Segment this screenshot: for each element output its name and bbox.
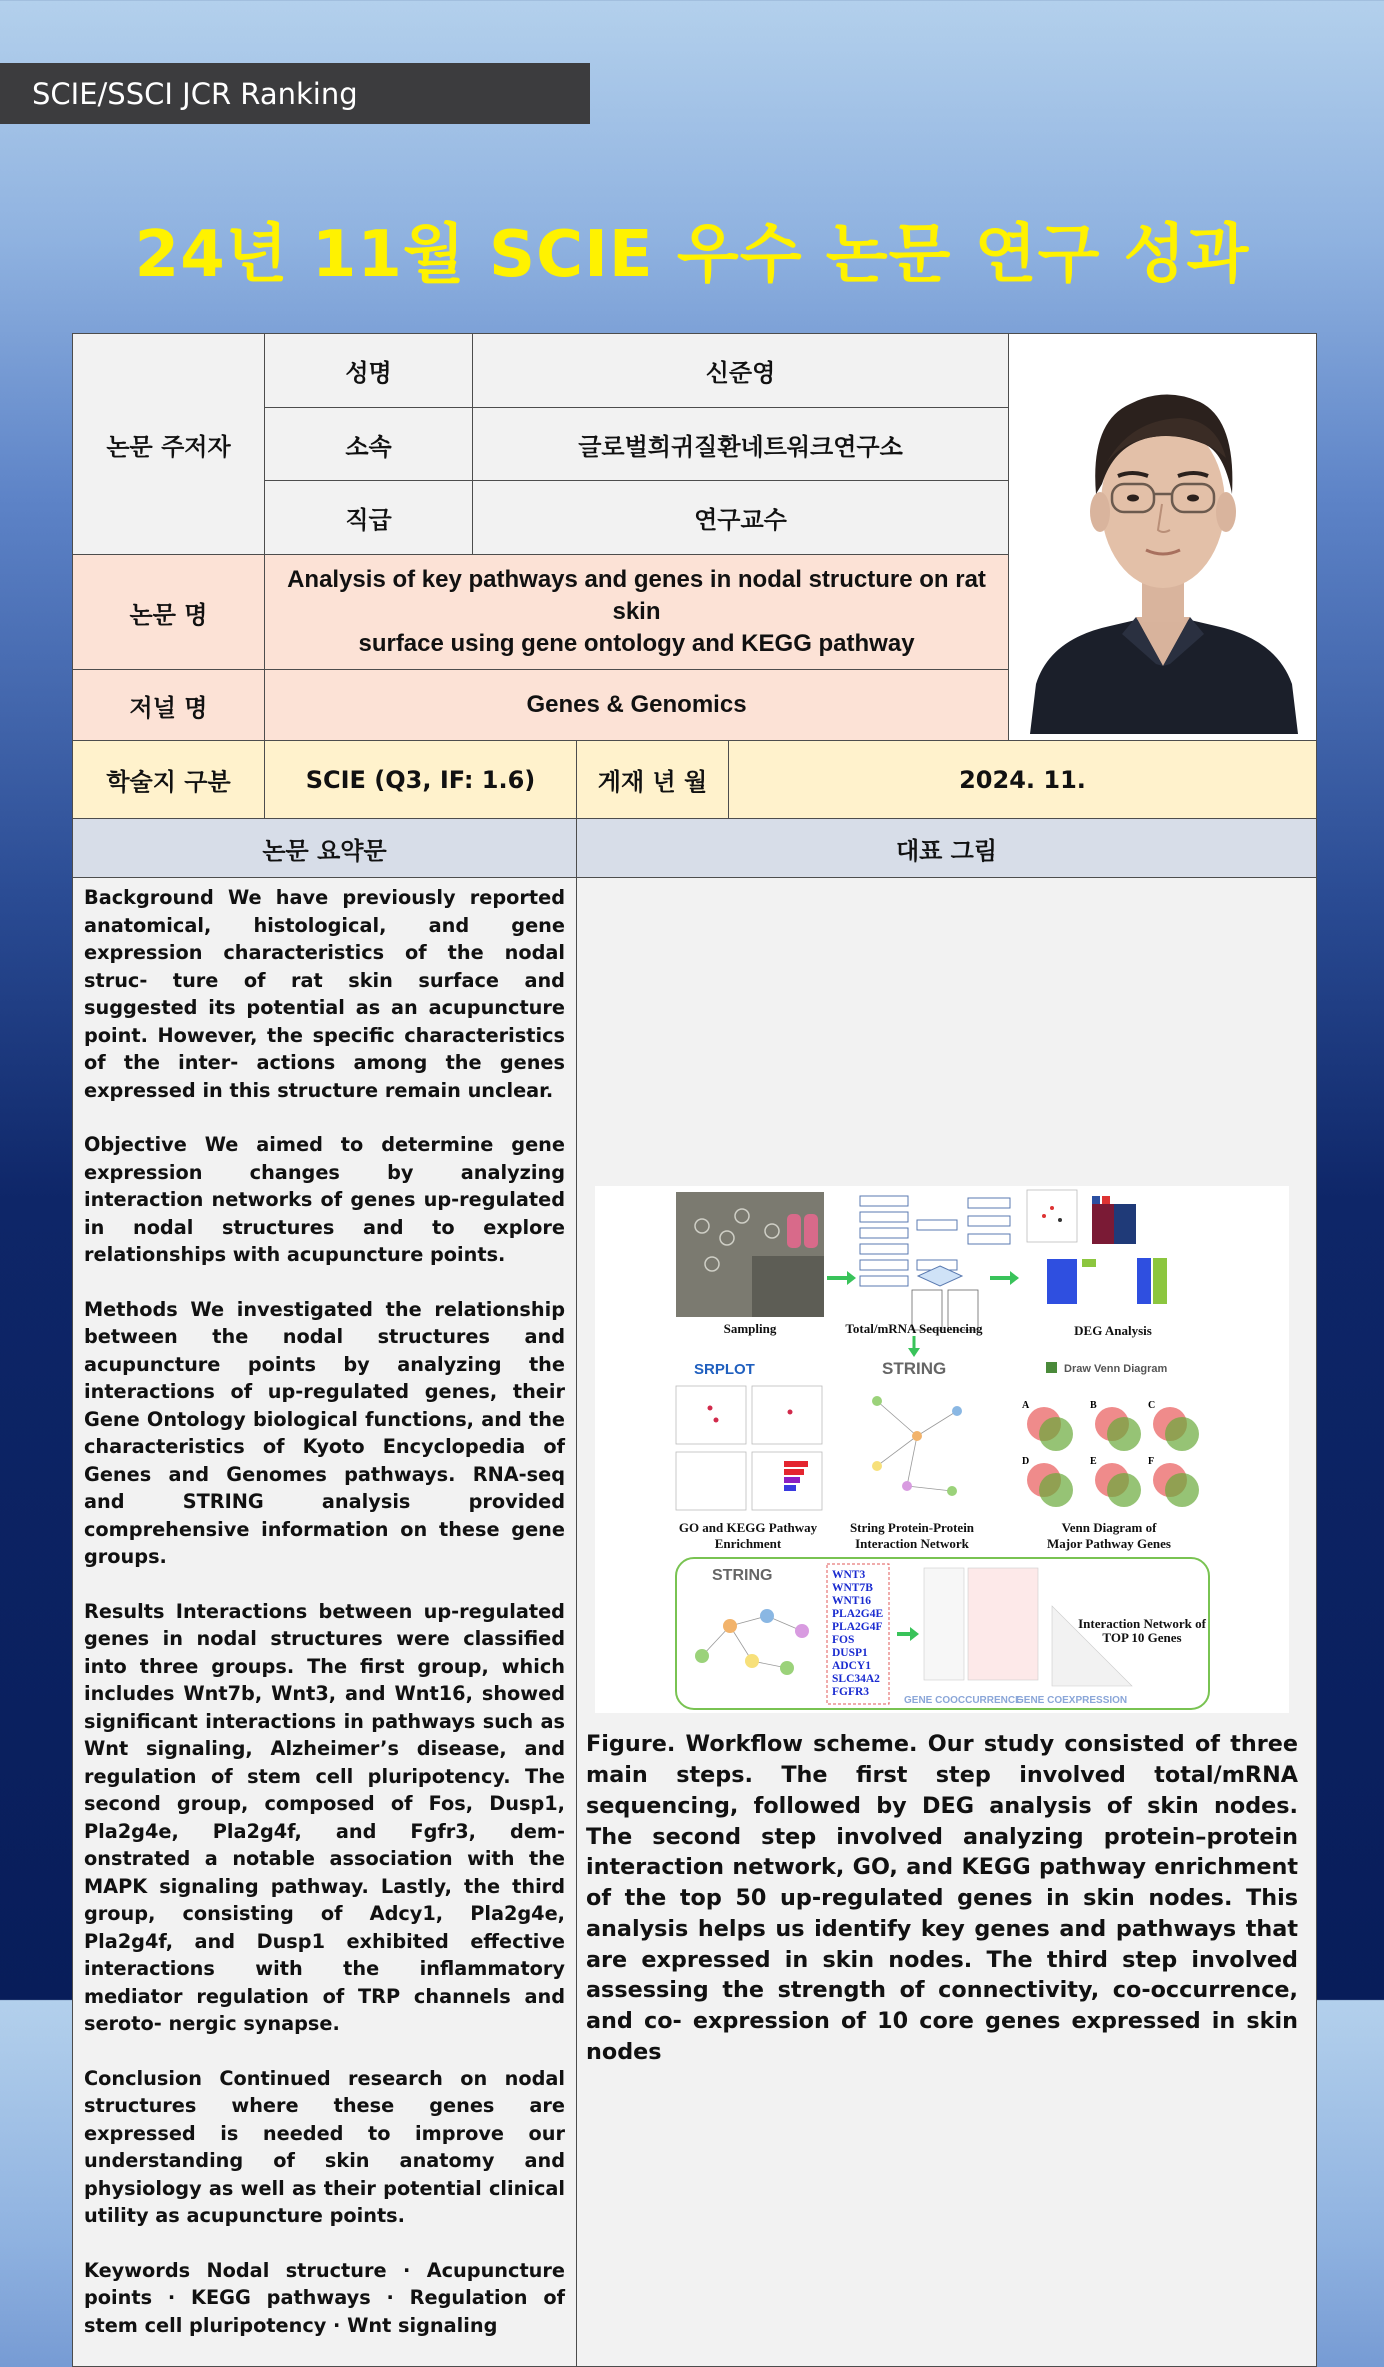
volcano-point [1058, 1218, 1062, 1222]
paper-title-label: 논문 명 [73, 555, 265, 670]
label-coexpression: GENE COEXPRESSION [1015, 1695, 1127, 1707]
paper-title-line2: surface using gene ontology and KEGG pathway [358, 630, 915, 658]
section-badge: SCIE/SSCI JCR Ranking [0, 63, 590, 124]
go-point [787, 1410, 792, 1415]
objective-text: We aimed to determine gene expression changes by analyzing interaction networks of genes up-regulated in nodal structures and to explore relationships with acupuncture points. [84, 1133, 565, 1266]
name-label: 성명 [265, 334, 473, 408]
go-plot [676, 1452, 746, 1510]
volcano-plot [1027, 1190, 1077, 1242]
volcano-point [1050, 1206, 1054, 1210]
results-title: Results [84, 1599, 165, 1623]
flow-box [968, 1234, 1010, 1244]
keywords-text: Nodal structure · Acupuncture points · KEGG pathways · Regulation of stem cell pluripotency · Wnt signaling [84, 2258, 565, 2337]
ppi-edge [877, 1401, 917, 1436]
venn-letter: B [1089, 1400, 1097, 1412]
ppi-edge [877, 1436, 917, 1466]
abstract-cell [73, 878, 577, 2367]
arrow-head [910, 1627, 919, 1641]
deg-bar [1082, 1259, 1096, 1267]
ppi-edge [907, 1436, 917, 1486]
gene-list-item: WNT7B [831, 1582, 873, 1595]
flow-box [860, 1196, 908, 1206]
arrow-head [908, 1348, 920, 1357]
venn-circle [1165, 1473, 1199, 1507]
journal-label: 저널 명 [73, 670, 265, 741]
keywords-title: Keywords [84, 2258, 191, 2282]
category-value: SCIE (Q3, IF: 1.6) [265, 741, 577, 819]
position-value: 연구교수 [473, 481, 1009, 555]
flow-box [860, 1212, 908, 1222]
ppi-node [872, 1396, 882, 1406]
sample-tube [787, 1214, 801, 1248]
label-cooccurrence: GENE COOCCURRENCE [903, 1695, 1022, 1707]
conclusion-text: Continued research on nodal structures where these genes are expressed is needed to improve our understanding of skin anatomy and physiology as well as their potential clinical utility as acupuncture points. [84, 2066, 565, 2227]
ppi-edge [907, 1486, 952, 1491]
cooccurrence-matrix [968, 1568, 1038, 1680]
author-photo [1009, 334, 1317, 741]
category-label: 학술지 구분 [73, 741, 265, 819]
label-ppi-line1: String Protein-Protein [849, 1520, 974, 1536]
results-text: Interactions between up-regulated genes in nodal structures were classified into three groups. The first group, which includes Wnt7b, Wnt3, and Wnt16, showed significant interactions in pathways such as Wnt signaling, Alzheimer’s disease, and regulation of stem cell pluripotency. The second group, composed of Fos, Dusp1, Pla2g4e, Pla2g4f, and Fgfr3, dem- onstrated a notable association with the MAPK signaling pathway. Lastly, the third group, consisting of Adcy1, Pla2g4e, Pla2g4f, and Dusp1 exhibited effective interactions with the inflammatory mediator regulation of TRP channels and seroto- nergic synapse. [84, 1599, 565, 2035]
abstract-header: 논문 요약문 [73, 819, 577, 878]
author-portrait [1010, 334, 1316, 734]
gene-list-item: DUSP1 [831, 1647, 868, 1660]
flow-box [860, 1260, 908, 1270]
gene-list-item: PLA2G4F [831, 1621, 882, 1634]
string-node [695, 1649, 709, 1663]
kegg-bar [784, 1477, 800, 1483]
gene-list-item: FOS [831, 1634, 854, 1647]
label-network-line2: TOP 10 Genes [1101, 1630, 1182, 1646]
ppi-node [952, 1406, 962, 1416]
gene-list-item: SLC34A2 [831, 1673, 880, 1686]
flow-box [968, 1216, 1010, 1226]
figure-caption [586, 1729, 1298, 2068]
flow-box [917, 1220, 957, 1230]
flow-decision [918, 1266, 962, 1286]
published-label: 게재 년 월 [577, 741, 729, 819]
figure-cell [577, 878, 1317, 2367]
heatmap-key [1092, 1196, 1100, 1204]
heatmap-block [1092, 1204, 1114, 1244]
go-plot [676, 1386, 746, 1444]
label-string-bottom: STRING [711, 1567, 772, 1585]
kegg-bar [784, 1461, 808, 1467]
caption-title: Figure. [586, 1731, 676, 1758]
venn-letter: D [1021, 1456, 1029, 1468]
name-value: 신준영 [473, 334, 1009, 408]
venn-circle [1165, 1417, 1199, 1451]
heatmap-block [1114, 1204, 1136, 1244]
ppi-node [872, 1461, 882, 1471]
background-text: We have previously reported anatomical, histological, and gene expression characteristics of the nodal struc- ture of rat skin surface and suggested its potential as an acupuncture point. However, the specific characteristics of the inter- actions among the genes expressed in this structure remain unclear. [84, 886, 565, 1102]
ppi-node [947, 1486, 957, 1496]
ppi-node [912, 1431, 922, 1441]
venn-letter: E [1089, 1456, 1097, 1468]
page-headline: 24년 11월 SCIE 우수 논문 연구 성과 [134, 218, 1250, 292]
published-value: 2024. 11. [729, 741, 1317, 819]
venn-circle [1039, 1417, 1073, 1451]
kegg-bar [784, 1469, 804, 1475]
venn-letter: C [1147, 1400, 1155, 1412]
conclusion-title: Conclusion [84, 2066, 202, 2090]
workflow-figure [595, 1186, 1289, 1713]
string-node [723, 1619, 737, 1633]
abstract-conclusion [84, 2065, 565, 2230]
arrow-head [1010, 1271, 1019, 1285]
label-venn-line2: Major Pathway Genes [1046, 1536, 1171, 1552]
caption-text: Workflow scheme. Our study consisted of three main steps. The first step involved total/mRNA sequencing, followed by DEG analysis of skin nodes. The second step involved analyzing protein–protein interaction network, GO, and KEGG pathway enrichment of the top 50 up-regulated genes in skin nodes. This analysis helps us identify key genes and pathways that are expressed in skin nodes. The third step involved assessing the strength of connectivity, co-occurrence, and co- expression of 10 core genes expressed in skin nodes [586, 1731, 1299, 2066]
label-ppi-line2: Interaction Network [854, 1536, 969, 1552]
cooccurrence-labels [924, 1568, 964, 1680]
gene-list-item: WNT3 [831, 1569, 865, 1582]
affiliation-label: 소속 [265, 407, 473, 481]
abstract-objective [84, 1131, 565, 1269]
label-srplot: SRPLOT [693, 1361, 755, 1379]
string-node [780, 1661, 794, 1675]
deg-bar [1047, 1259, 1077, 1304]
author-label: 논문 주저자 [73, 334, 265, 555]
affiliation-value: 글로벌희귀질환네트워크연구소 [473, 407, 1009, 481]
kegg-bar [784, 1485, 796, 1491]
go-plot [752, 1386, 822, 1444]
arrow-head [847, 1271, 856, 1285]
flow-box [860, 1228, 908, 1238]
venn-letter: A [1021, 1400, 1029, 1412]
venn-letter: F [1147, 1456, 1154, 1468]
methods-text: We investigated the relationship between the nodal structures and acupuncture points by analyzing the interactions of up-regulated genes, their Gene Ontology biological functions, and the characteristics of Kyoto Encyclopedia of Genes and Genomes pathways. RNA-seq and STRING analysis provided comprehensive information on these gene groups. [84, 1297, 565, 1568]
label-deg: DEG Analysis [1073, 1323, 1152, 1339]
label-string: STRING [881, 1359, 946, 1379]
deg-bar [1137, 1258, 1151, 1304]
venn-circle [1107, 1473, 1141, 1507]
venn-circle [1039, 1473, 1073, 1507]
string-node [795, 1624, 809, 1638]
ppi-node [902, 1481, 912, 1491]
objective-title: Objective [84, 1133, 187, 1156]
gene-list-item: WNT16 [831, 1595, 871, 1608]
workflow-diagram [672, 1186, 1213, 1713]
position-label: 직급 [265, 481, 473, 555]
sample-tube [804, 1214, 818, 1248]
go-point [713, 1418, 718, 1423]
flow-box [968, 1198, 1010, 1208]
label-sampling: Sampling [723, 1321, 776, 1337]
journal-value: Genes & Genomics [265, 670, 1009, 741]
methods-title: Methods [84, 1297, 178, 1321]
background-title: Background [84, 886, 214, 909]
string-node [760, 1609, 774, 1623]
abstract-results [84, 1598, 565, 2038]
flow-box [860, 1276, 908, 1286]
label-network-line1: Interaction Network of [1077, 1616, 1206, 1632]
gene-list-item: PLA2G4E [831, 1608, 883, 1621]
label-venn-line1: Venn Diagram of [1061, 1520, 1156, 1536]
string-node [745, 1654, 759, 1668]
label-sequencing: Total/mRNA Sequencing [844, 1321, 983, 1337]
label-go-line1: GO and KEGG Pathway [678, 1520, 817, 1536]
label-venn-tool: Draw Venn Diagram [1063, 1363, 1167, 1376]
abstract-methods [84, 1296, 565, 1571]
gene-list-item: FGFR3 [831, 1686, 869, 1699]
volcano-point [1042, 1214, 1046, 1218]
abstract-background [84, 884, 565, 1104]
paper-title-line1: Analysis of key pathways and genes in nodal structure on rat skin [287, 566, 986, 626]
sampling-inset [752, 1256, 824, 1317]
figure-header: 대표 그림 [577, 819, 1317, 878]
ppi-edge [917, 1411, 957, 1436]
deg-bar [1153, 1258, 1167, 1304]
abstract-keywords [84, 2257, 565, 2340]
heatmap-key [1102, 1196, 1110, 1204]
gene-list [832, 1569, 883, 1698]
label-go-line2: Enrichment [714, 1536, 781, 1552]
go-point [707, 1406, 712, 1411]
flow-box [860, 1244, 908, 1254]
paper-title [265, 555, 1009, 670]
venn-circle [1107, 1417, 1141, 1451]
paper-info-table [72, 333, 1317, 2367]
gene-list-item: ADCY1 [831, 1660, 871, 1673]
venn-tool-icon [1046, 1362, 1057, 1373]
